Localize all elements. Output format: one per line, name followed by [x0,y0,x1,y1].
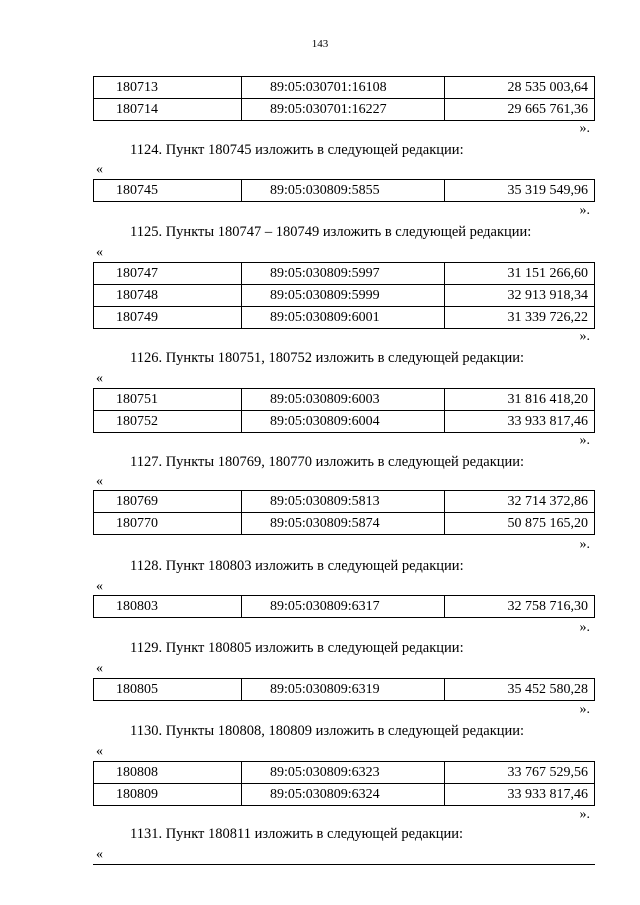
open-quote: « [96,744,103,759]
cell-number: 180769 [94,491,242,513]
close-quote: ». [579,807,590,822]
cell-number: 180713 [94,77,242,99]
open-quote: « [96,162,103,177]
cell-value: 31 151 266,60 [445,263,595,285]
open-quote: « [96,371,103,386]
cell-number: 180803 [94,596,242,618]
cell-value: 31 816 418,20 [445,389,595,411]
close-quote: ». [579,620,590,635]
registry-table [93,595,595,618]
cell-cadastral: 89:05:030809:5813 [242,491,445,513]
cell-number: 180808 [94,762,242,784]
cell-value: 32 758 716,30 [445,596,595,618]
table-row [94,491,595,513]
instruction-text: 1126. Пункты 180751, 180752 изложить в следующей редакции: [130,350,525,366]
registry-table [93,262,595,329]
cell-cadastral: 89:05:030809:6003 [242,389,445,411]
close-quote: ». [579,329,590,344]
open-quote: « [96,661,103,676]
instruction-text: 1130. Пункты 180808, 180809 изложить в следующей редакции: [130,723,525,739]
table-row [94,285,595,307]
registry-table [93,761,595,806]
registry-table [93,490,595,535]
instruction-text: 1125. Пункты 180747 – 180749 изложить в следующей редакции: [130,224,532,240]
registry-table [93,678,595,701]
close-quote: ». [579,121,590,136]
table-row [94,762,595,784]
cell-value: 33 933 817,46 [445,411,595,433]
cell-number: 180752 [94,411,242,433]
table-row [94,307,595,329]
table-row [94,77,595,99]
cell-cadastral: 89:05:030809:5997 [242,263,445,285]
table-row [94,784,595,806]
cell-value: 29 665 761,36 [445,99,595,121]
open-quote: « [96,474,103,489]
cell-cadastral: 89:05:030809:6323 [242,762,445,784]
registry-table-continued [93,76,595,121]
cell-value: 31 339 726,22 [445,307,595,329]
cell-cadastral: 89:05:030809:6004 [242,411,445,433]
instruction-text: 1127. Пункты 180769, 180770 изложить в следующей редакции: [130,454,525,470]
cell-number: 180714 [94,99,242,121]
table-row [94,99,595,121]
table-top-border [93,864,595,865]
cell-cadastral: 89:05:030809:6319 [242,679,445,701]
instruction-text: 1131. Пункт 180811 изложить в следующей редакции: [130,826,464,842]
instruction-text: 1128. Пункт 180803 изложить в следующей редакции: [130,558,464,574]
cell-number: 180748 [94,285,242,307]
cell-value: 33 767 529,56 [445,762,595,784]
table-row [94,679,595,701]
cell-cadastral: 89:05:030701:16108 [242,77,445,99]
cell-value: 28 535 003,64 [445,77,595,99]
table-row [94,411,595,433]
close-quote: ». [579,433,590,448]
cell-value: 32 913 918,34 [445,285,595,307]
cell-value: 50 875 165,20 [445,513,595,535]
cell-number: 180805 [94,679,242,701]
instruction-text: 1124. Пункт 180745 изложить в следующей редакции: [130,142,464,158]
cell-value: 35 452 580,28 [445,679,595,701]
cell-cadastral: 89:05:030809:5999 [242,285,445,307]
cell-cadastral: 89:05:030809:6317 [242,596,445,618]
cell-number: 180749 [94,307,242,329]
table-row [94,389,595,411]
cell-number: 180809 [94,784,242,806]
cell-cadastral: 89:05:030809:6001 [242,307,445,329]
table-row [94,513,595,535]
open-quote: « [96,245,103,260]
close-quote: ». [579,537,590,552]
page-number: 143 [311,38,329,50]
table-row [94,263,595,285]
cell-value: 32 714 372,86 [445,491,595,513]
close-quote: ». [579,702,590,717]
registry-table [93,179,595,202]
open-quote: « [96,847,103,862]
cell-cadastral: 89:05:030809:5855 [242,180,445,202]
cell-number: 180747 [94,263,242,285]
close-quote: ». [579,203,590,218]
open-quote: « [96,579,103,594]
cell-cadastral: 89:05:030809:6324 [242,784,445,806]
cell-number: 180751 [94,389,242,411]
cell-number: 180770 [94,513,242,535]
cell-value: 33 933 817,46 [445,784,595,806]
table-row [94,596,595,618]
cell-value: 35 319 549,96 [445,180,595,202]
instruction-text: 1129. Пункт 180805 изложить в следующей редакции: [130,640,464,656]
cell-cadastral: 89:05:030809:5874 [242,513,445,535]
table-row [94,180,595,202]
registry-table [93,388,595,433]
cell-cadastral: 89:05:030701:16227 [242,99,445,121]
cell-number: 180745 [94,180,242,202]
